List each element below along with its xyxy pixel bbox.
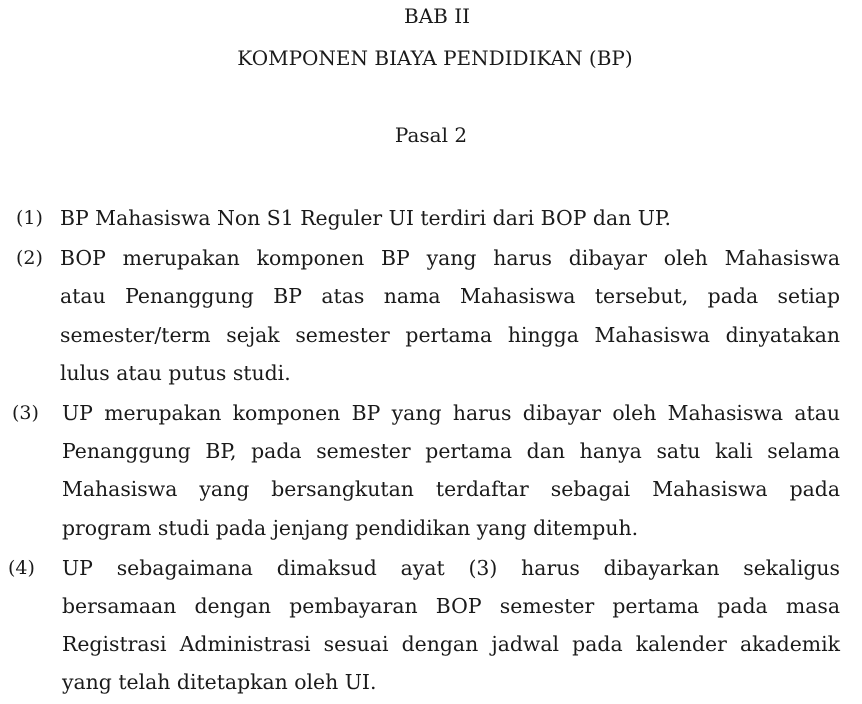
clause-line: bersamaan dengan pembayaran BOP semester pertama pada masa (62, 594, 840, 619)
clause-line: Penanggung BP, pada semester pertama dan hanya satu kali selama (62, 439, 840, 464)
chapter-heading: BAB II (404, 4, 470, 28)
clause-line: BP Mahasiswa Non S1 Reguler UI terdiri dari BOP dan UP. (60, 206, 672, 230)
clause-line: lulus atau putus studi. (60, 360, 291, 385)
clause-line: UP merupakan komponen BP yang harus dibayar oleh Mahasiswa atau (62, 401, 840, 426)
clause-line: UP sebagaimana dimaksud ayat (3) harus dibayarkan sekaligus (62, 555, 840, 580)
clause-text (60, 199, 840, 237)
clause-line: program studi pada jenjang pendidikan yang ditempuh. (62, 515, 639, 540)
clause-line: semester/term sejak semester pertama hingga Mahasiswa dinyatakan (60, 322, 840, 347)
clause-number: (4) (8, 556, 35, 579)
clause-number: (3) (12, 402, 39, 425)
clause-1 (0, 199, 862, 237)
clause-number: (2) (16, 247, 43, 270)
clause-text (62, 394, 840, 547)
clause-line: yang telah ditetapkan oleh UI. (62, 670, 377, 695)
clause-line: BOP merupakan komponen BP yang harus dibayar oleh Mahasiswa (60, 246, 840, 271)
chapter-title: KOMPONEN BIAYA PENDIDIKAN (BP) (237, 46, 633, 70)
clause-number: (1) (16, 207, 43, 229)
clause-text (62, 549, 840, 702)
clause-4 (0, 549, 862, 702)
clause-text (60, 239, 840, 392)
clause-2 (0, 239, 862, 392)
clause-line: Mahasiswa yang bersangkutan terdaftar sebagai Mahasiswa pada (62, 477, 840, 502)
clause-line: Registrasi Administrasi sesuai dengan jadwal pada kalender akademik (62, 632, 840, 657)
clause-list (0, 199, 862, 704)
article-heading: Pasal 2 (394, 123, 468, 147)
clause-3 (0, 394, 862, 547)
clause-line: atau Penanggung BP atas nama Mahasiswa tersebut, pada setiap (60, 284, 840, 309)
